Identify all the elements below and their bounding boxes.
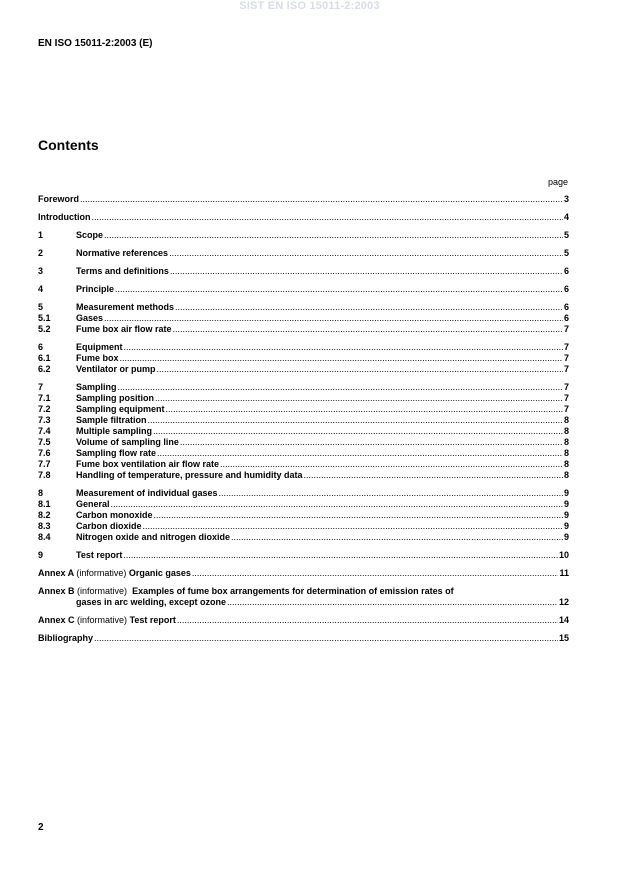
- toc-title: Scope: [76, 230, 104, 240]
- toc-title: Sampling flow rate: [76, 448, 157, 458]
- toc-page: 8: [563, 470, 569, 480]
- toc-title: Normative references: [76, 248, 169, 258]
- leader-dots: [227, 597, 558, 608]
- toc-page: 6: [563, 302, 569, 312]
- watermark: SIST EN ISO 15011-2:2003: [239, 0, 380, 12]
- toc-page: 9: [563, 499, 569, 509]
- toc-title: Fume box ventilation air flow rate: [76, 459, 220, 469]
- leader-dots: [170, 266, 563, 277]
- toc-title: Sample filtration: [76, 415, 147, 425]
- document-id: EN ISO 15011-2:2003 (E): [38, 38, 153, 49]
- toc-page: 8: [563, 426, 569, 436]
- toc-entry-8[interactable]: [38, 488, 569, 499]
- toc-page: 7: [563, 382, 569, 392]
- toc-title: Fume box air flow rate: [76, 324, 172, 334]
- toc-page: 11: [559, 568, 569, 578]
- toc-page: 7: [563, 364, 569, 374]
- leader-dots: [157, 364, 563, 375]
- toc-page: 8: [563, 459, 569, 469]
- leader-dots: [231, 532, 563, 543]
- leader-dots: [154, 510, 563, 521]
- toc-title: Foreword: [38, 194, 80, 204]
- toc-title: Measurement methods: [76, 302, 175, 312]
- toc-entry-annex-c[interactable]: [38, 615, 569, 626]
- leader-dots: [220, 459, 563, 470]
- toc-number: 7.7: [38, 459, 51, 469]
- leader-dots: [157, 448, 563, 459]
- toc-number: 4: [38, 284, 44, 294]
- leader-dots: [304, 470, 563, 481]
- toc-entry-7-6[interactable]: [38, 448, 569, 459]
- leader-dots: [153, 426, 563, 437]
- toc-title: Handling of temperature, pressure and humidity data: [76, 470, 303, 480]
- toc-number: 7: [38, 382, 44, 392]
- toc-entry-7[interactable]: [38, 382, 569, 393]
- leader-dots: [192, 568, 559, 579]
- toc-page: 7: [563, 342, 569, 352]
- annex-title-line2: gases in arc welding, except ozone: [76, 597, 227, 607]
- table-of-contents: [38, 194, 569, 644]
- toc-title: Multiple sampling: [76, 426, 153, 436]
- toc-entry-4[interactable]: [38, 284, 569, 295]
- toc-entry-6[interactable]: [38, 342, 569, 353]
- toc-entry-6-2[interactable]: [38, 364, 569, 375]
- page-number: 2: [38, 822, 44, 833]
- toc-title: Principle: [76, 284, 115, 294]
- toc-entry-9[interactable]: [38, 550, 569, 561]
- toc-page: 8: [563, 437, 569, 447]
- toc-number: 7.8: [38, 470, 51, 480]
- toc-number: 8.4: [38, 532, 51, 542]
- annex-label: Annex B: [38, 586, 75, 596]
- leader-dots: [177, 615, 558, 626]
- toc-number: 5: [38, 302, 44, 312]
- page-column-label: page: [547, 177, 568, 187]
- toc-title: Carbon dioxide: [76, 521, 142, 531]
- toc-title: Sampling equipment: [76, 404, 165, 414]
- toc-entry-1[interactable]: [38, 230, 569, 241]
- toc-page: 9: [563, 510, 569, 520]
- toc-title: Carbon monoxide: [76, 510, 153, 520]
- toc-title: [38, 615, 176, 626]
- toc-number: 7.1: [38, 393, 51, 403]
- toc-title: [38, 568, 191, 579]
- toc-title: Terms and definitions: [76, 266, 169, 276]
- toc-title: Equipment: [76, 342, 123, 352]
- toc-number: 9: [38, 550, 44, 560]
- toc-entry-7-4[interactable]: [38, 426, 569, 437]
- toc-title: Nitrogen oxide and nitrogen dioxide: [76, 532, 231, 542]
- toc-title: Sampling position: [76, 393, 154, 403]
- toc-entry-6-1[interactable]: [38, 353, 569, 364]
- toc-number: 5.1: [38, 313, 51, 323]
- leader-dots: [169, 248, 563, 259]
- leader-dots: [123, 550, 558, 561]
- toc-entry-8-1[interactable]: [38, 499, 569, 510]
- toc-number: 8: [38, 488, 44, 498]
- toc-page: 9: [563, 488, 569, 498]
- toc-title: Ventilator or pump: [76, 364, 156, 374]
- leader-dots: [155, 393, 563, 404]
- toc-entry-8-2[interactable]: [38, 510, 569, 521]
- toc-title: Bibliography: [38, 633, 94, 643]
- toc-entry-7-1[interactable]: [38, 393, 569, 404]
- toc-page: 10: [558, 550, 569, 560]
- annex-type: (informative): [77, 615, 128, 625]
- toc-entry-7-7[interactable]: [38, 459, 569, 470]
- toc-number: 7.4: [38, 426, 51, 436]
- toc-title: Sampling: [76, 382, 117, 392]
- toc-entry-5-2[interactable]: [38, 324, 569, 335]
- toc-entry-7-8[interactable]: [38, 470, 569, 481]
- toc-entry-annex-b[interactable]: [38, 586, 569, 608]
- leader-dots: [118, 382, 563, 393]
- leader-dots: [180, 437, 563, 448]
- toc-page: 8: [563, 448, 569, 458]
- toc-number: 5.2: [38, 324, 51, 334]
- annex-title-line1: Examples of fume box arrangements for determination of emission rates of: [132, 586, 454, 596]
- toc-title: Introduction: [38, 212, 91, 222]
- toc-entry-3[interactable]: [38, 266, 569, 277]
- annex-type: (informative): [77, 586, 128, 596]
- leader-dots: [173, 324, 563, 335]
- toc-entry-bibliography[interactable]: [38, 633, 569, 644]
- contents-heading: Contents: [38, 137, 99, 153]
- toc-number: 1: [38, 230, 44, 240]
- toc-page: 9: [563, 532, 569, 542]
- leader-dots: [148, 415, 563, 426]
- toc-title: Measurement of individual gases: [76, 488, 218, 498]
- toc-entry-annex-a[interactable]: [38, 568, 569, 579]
- toc-number: 7.6: [38, 448, 51, 458]
- leader-dots: [111, 499, 563, 510]
- leader-dots: [92, 212, 563, 223]
- leader-dots: [175, 302, 563, 313]
- toc-entry-8-3[interactable]: [38, 521, 569, 532]
- toc-title: Fume box: [76, 353, 119, 363]
- toc-entry-7-2[interactable]: [38, 404, 569, 415]
- toc-page: 6: [563, 313, 569, 323]
- annex-title: Test report: [129, 615, 176, 625]
- leader-dots: [219, 488, 563, 499]
- leader-dots: [104, 230, 563, 241]
- leader-dots: [104, 313, 563, 324]
- toc-number: 6.2: [38, 364, 51, 374]
- toc-number: 8.3: [38, 521, 51, 531]
- toc-number: 7.5: [38, 437, 51, 447]
- toc-number: 8.2: [38, 510, 51, 520]
- toc-number: 6.1: [38, 353, 51, 363]
- toc-page: 4: [563, 212, 569, 222]
- toc-number: 7.2: [38, 404, 51, 414]
- leader-dots: [143, 521, 563, 532]
- toc-page: 7: [563, 324, 569, 334]
- toc-entry-7-3[interactable]: [38, 415, 569, 426]
- annex-type: (informative): [76, 568, 127, 578]
- leader-dots: [80, 194, 563, 205]
- leader-dots: [115, 284, 563, 295]
- leader-dots: [120, 353, 563, 364]
- toc-number: 7.3: [38, 415, 51, 425]
- toc-page: 14: [558, 615, 569, 625]
- toc-number: 8.1: [38, 499, 51, 509]
- toc-page: 5: [563, 248, 569, 258]
- annex-title: Organic gases: [128, 568, 191, 578]
- toc-number: 6: [38, 342, 44, 352]
- annex-label: Annex A: [38, 568, 74, 578]
- toc-entry-introduction[interactable]: [38, 212, 569, 223]
- toc-entry-8-4[interactable]: [38, 532, 569, 543]
- toc-page: 5: [563, 230, 569, 240]
- toc-number: 2: [38, 248, 44, 258]
- leader-dots: [166, 404, 563, 415]
- toc-title: Volume of sampling line: [76, 437, 179, 447]
- toc-page: 3: [563, 194, 569, 204]
- toc-page: 6: [563, 266, 569, 276]
- toc-entry-2[interactable]: [38, 248, 569, 259]
- toc-entry-5-1[interactable]: [38, 313, 569, 324]
- toc-title: General: [76, 499, 110, 509]
- toc-entry-foreword[interactable]: [38, 194, 569, 205]
- toc-number: 3: [38, 266, 44, 276]
- toc-page: 9: [563, 521, 569, 531]
- toc-page: 15: [558, 633, 569, 643]
- toc-title: Gases: [76, 313, 104, 323]
- toc-page: 7: [563, 353, 569, 363]
- annex-b-line1: [38, 586, 569, 597]
- toc-entry-5[interactable]: [38, 302, 569, 313]
- toc-title: Test report: [76, 550, 123, 560]
- annex-label: Annex C: [38, 615, 75, 625]
- leader-dots: [94, 633, 558, 644]
- toc-page: 8: [563, 415, 569, 425]
- toc-entry-7-5[interactable]: [38, 437, 569, 448]
- toc-page: 7: [563, 404, 569, 414]
- leader-dots: [124, 342, 563, 353]
- toc-page: 7: [563, 393, 569, 403]
- toc-page: 6: [563, 284, 569, 294]
- toc-page: 12: [558, 597, 569, 607]
